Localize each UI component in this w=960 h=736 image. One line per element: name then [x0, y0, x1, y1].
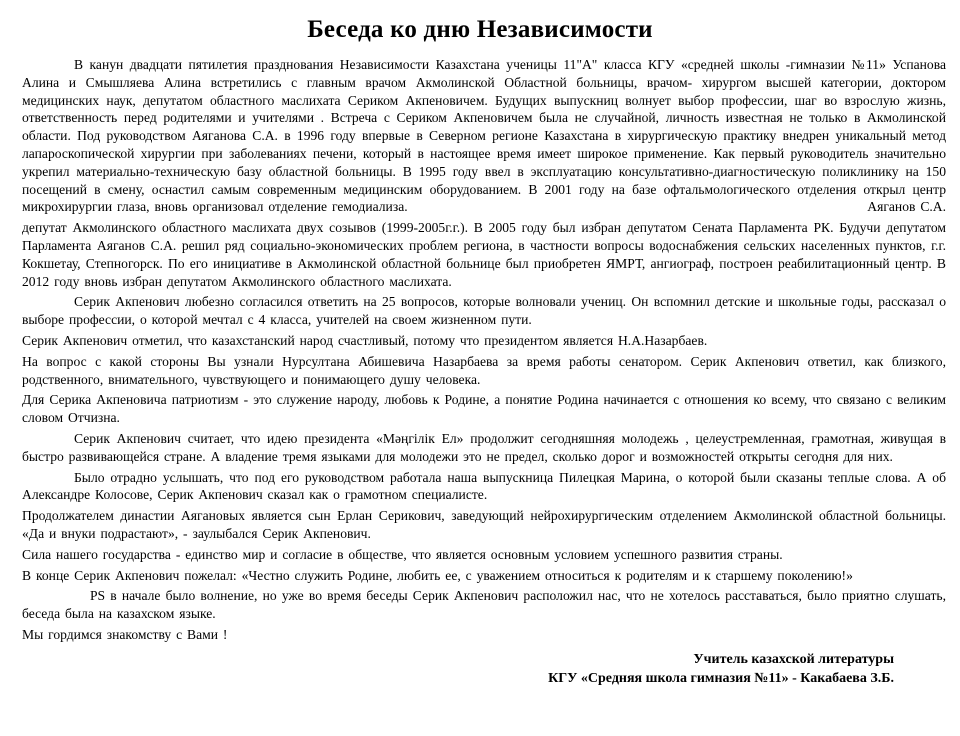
paragraph: Продолжателем династии Аягановых является сын Ерлан Серикович, заведующий нейрохирургическим отделением Акмолинской областной больницы. «Да и внуки подрастают», - заулыбался Серик Акпенович.	[22, 508, 946, 541]
paragraph: Серик Акпенович считает, что идею президента «Мәңгілік Ел» продолжит сегодняшняя молодежь , целеустремленная, грамотная, живущая в быстро развивающейся стране. А владение тремя языками для молодежи это не предел, сколько дорог и возможностей открыты сегодня для них.	[22, 430, 946, 464]
document-page	[0, 16, 960, 736]
paragraph: депутат Акмолинского областного маслихата двух созывов (1999-2005г.г.). В 2005 году был избран депутатом Сената Парламента РК. Будучи депутатом Парламента Аяганов С.А. решил ряд социально-экономических проблем региона, в частности вопросы водоснабжения сельских населенных пунктов, г.г. Кокшетау, Степногорск. По его инициативе в Акмолинской областной больнице был приобретен ЯМРТ, ангиограф, построен реабилитационный центр. В 2012 году вновь избран депутатом Акмолинского областного маслихата.	[22, 220, 946, 289]
signature-role: Учитель казахской литературы	[693, 651, 894, 667]
paragraph: В канун двадцати пятилетия празднования Независимости Казахстана ученицы 11"А" класса КГУ «средней школы -гимназии №11» Успанова Алина и Смышляева Алина встретились с главным врачом Акмолинской Областной больницы, врачом- хирургом высшей категории, доктором медицинских наук, депутатом областного маслихата Сериком Акпеновичем. Будущих выпускниц волнует выбор профессии, шаг во взрослую жизнь, ответственность перед родителями и учителями . Встреча с Сериком Акпеновичем была не случайной, личность известная не только в Акмолинской области. Под руководством Аяганова С.А. в 1996 году впервые в Северном регионе Казахстана в хирургическую практику внедрен уникальный метод лапароскопической хирургии при заболеваниях печени, который в настоящее время имеет широкое применение. Как первый руководитель значительно укрепил материально-техническую базу областной больницы. В 1995 году ввел в эксплуатацию консультативно-диагностическую поликлинику на 150 посещений в смену, оснастил самым современным медицинским оборудованием. В 2001 году на базе офтальмологического отделения открыл центр микрохирургии глаза, вновь организовал отделение гемодиализа. Аяганов С.А.	[22, 57, 946, 215]
author-attribution: Аяганов С.А.	[867, 199, 946, 215]
paragraph: PS в начале было волнение, но уже во время беседы Серик Акпенович расположил нас, что не хотелось расставаться, было приятно слушать, беседа была на казахском языке.	[22, 588, 946, 622]
signature-school-author: КГУ «Средняя школа гимназия №11» - Какабаева З.Б.	[548, 670, 894, 686]
page-title: Беседа ко дню Независимости	[307, 16, 653, 43]
paragraph: Серик Акпенович любезно согласился ответить на 25 вопросов, которые волновали учениц. Он вспомнил детские и школьные годы, рассказал о выборе профессии, о которой мечтал с 4 класса, учителей на своем жизненном пути.	[22, 294, 946, 328]
paragraph: Было отрадно услышать, что под его руководством работала наша выпускница Пилецкая Марина, о которой были сказаны теплые слова. А об Александре Колосове, Серик Акпенович сказал как о грамотном специалисте.	[22, 469, 946, 503]
document-body	[22, 56, 946, 644]
paragraph: На вопрос с какой стороны Вы узнали Нурсултана Абишевича Назарбаева за время работы сенатором. Серик Акпенович ответил, как близкого, родственного, внимательного, чувствующего и понимающего душу человека.	[22, 353, 946, 387]
paragraph: Серик Акпенович отметил, что казахстанский народ счастливый, потому что президентом является Н.А.Назарбаев.	[22, 332, 708, 348]
paragraph: Мы гордимся знакомству с Вами !	[22, 626, 228, 642]
paragraph: Сила нашего государства - единство мир и согласие в обществе, что является основным условием успешного развития страны.	[22, 546, 783, 562]
signature-block	[0, 650, 960, 688]
paragraph: В конце Серик Акпенович пожелал: «Честно служить Родине, любить ее, с уважением относиться к родителям и к старшему поколению!»	[22, 567, 853, 583]
paragraph: Для Серика Акпеновича патриотизм - это служение народу, любовь к Родине, а понятие Родина начинается с отношения ко всему, что связано с великим словом Отчизна.	[22, 392, 946, 426]
